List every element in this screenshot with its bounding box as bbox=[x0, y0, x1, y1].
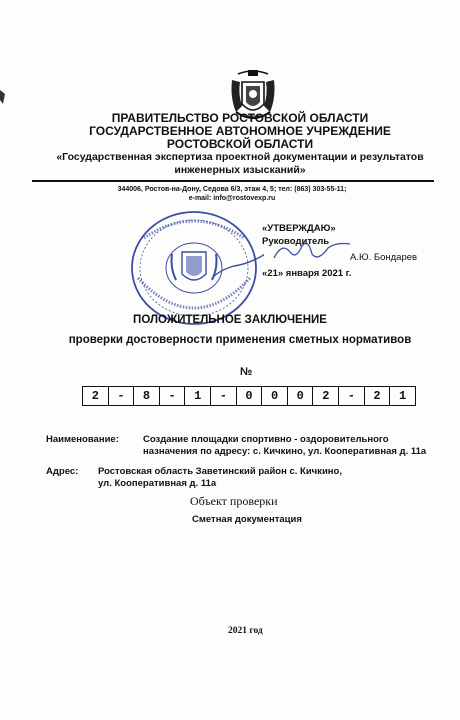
name-value-line-2: назначения по адресу: с. Кичкино, ул. Кооперативная д. 11а bbox=[143, 446, 427, 457]
number-cell: 2 bbox=[313, 387, 339, 405]
number-cell: - bbox=[160, 387, 186, 405]
header-line-3: РОСТОВСКОЙ ОБЛАСТИ bbox=[166, 137, 314, 151]
header-line-5: инженерных изысканий» bbox=[174, 164, 306, 176]
approval-date: «21» января 2021 г. bbox=[262, 268, 352, 279]
organization-header bbox=[40, 112, 440, 177]
number-cell: 1 bbox=[185, 387, 211, 405]
object-title: Объект проверки bbox=[190, 494, 278, 508]
number-cell: - bbox=[339, 387, 365, 405]
official-stamp-seal bbox=[124, 208, 264, 330]
number-cell: 1 bbox=[399, 389, 407, 403]
scan-artifact-mark bbox=[0, 90, 6, 104]
number-sign: № bbox=[240, 366, 253, 378]
number-cell: - bbox=[211, 387, 237, 405]
name-label: Наименование: bbox=[46, 434, 119, 445]
header-line-1: ПРАВИТЕЛЬСТВО РОСТОВСКОЙ ОБЛАСТИ bbox=[111, 111, 369, 125]
name-value bbox=[143, 434, 443, 458]
footer-year: 2021 год bbox=[228, 626, 263, 636]
number-cell: 2 bbox=[365, 387, 391, 405]
document-title: ПОЛОЖИТЕЛЬНОЕ ЗАКЛЮЧЕНИЕ bbox=[133, 314, 327, 326]
contact-address: 344006, Ростов-на-Дону, Седова 6/3, этаж 4, 5; тел: (863) 303-55-11; bbox=[117, 186, 347, 193]
contact-email: e-mail: info@rostovexp.ru bbox=[188, 195, 276, 202]
number-cell: 8 bbox=[134, 387, 160, 405]
approver-role: Руководитель bbox=[262, 236, 330, 247]
header-line-4: «Государственная экспертиза проектной документации и результатов bbox=[56, 151, 424, 163]
name-value-line-1: Создание площадки спортивно - оздоровительного bbox=[143, 434, 389, 445]
address-label: Адрес: bbox=[46, 466, 79, 477]
approver-name: А.Ю. Бондарев bbox=[350, 252, 418, 263]
address-value-line-2: ул. Кооперативная д. 11а bbox=[98, 478, 217, 489]
object-subtitle: Сметная документация bbox=[192, 514, 302, 525]
number-cell: 2 bbox=[83, 387, 109, 405]
number-cell: - bbox=[109, 387, 135, 405]
number-cell: 0 bbox=[237, 387, 263, 405]
address-value bbox=[98, 466, 438, 490]
address-value-line-1: Ростовская область Заветинский район с. Кичкино, bbox=[98, 466, 342, 477]
number-cell: 0 bbox=[288, 387, 314, 405]
document-subtitle: проверки достоверности применения сметных нормативов bbox=[68, 334, 412, 346]
header-divider bbox=[32, 180, 434, 182]
contact-info bbox=[82, 185, 382, 203]
header-line-2: ГОСУДАРСТВЕННОЕ АВТОНОМНОЕ УЧРЕЖДЕНИЕ bbox=[89, 124, 391, 138]
number-cell: 0 bbox=[262, 387, 288, 405]
registration-number-grid bbox=[82, 386, 416, 406]
approve-heading: «УТВЕРЖДАЮ» bbox=[262, 223, 336, 234]
